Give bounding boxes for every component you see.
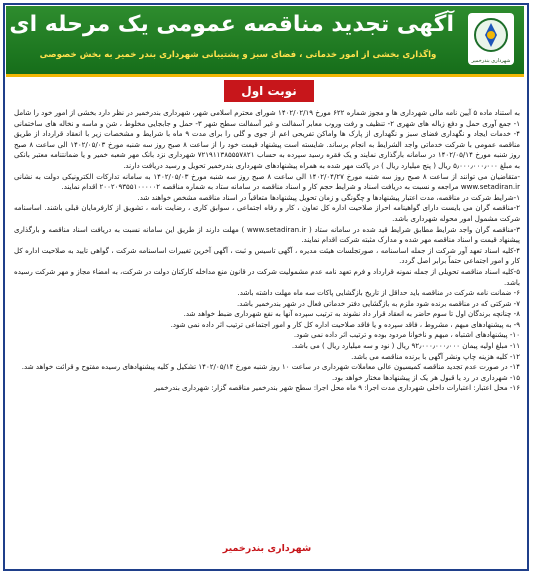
clause-1: ۱-شرایط شرکت در مناقصه، مدت اعتبار پیشنهادها و چگونگی و زمان تحویل پیشنهادها متعاقباً در اسناد مناقصه مشخص خواهند شد. [137, 192, 520, 202]
clause-access: -متقاضیان می توانند از ساعت ۸ صبح روز سه شنبه مورخ ۱۴۰۲/۰۴/۲۷ الی ساعت ۸ صبح روز سه شنبه مورخ ۱۴۰۲/۰۵/۰۳ به سامانه تدارکات الکترونیکی دولت به نشانی www.setadiran.ir مراجعه و نسبت به دریافت اسناد و شرایط حجم کار و اسناد مناقصه در سامانه ستاد به شماره مناقصه ۲۰۰۲۰۹۳۵۵۱۰۰۰۰۰۲ اقدام نمایند. [14, 171, 521, 192]
clause-11: ۱۱- مبلغ اولیه پیمان ۹۲٫۰۰۰٫۰۰۰٫۰۰۰ ریال ( نود و سه میلیارد ریال ) می باشد. [291, 341, 520, 351]
clause-9: ۹- به پیشنهادهای مبهم ، مشروط ، فاقد سپرده و یا فاقد صلاحیت اداره کل کار و امور اجتماعی ترتیب اثر داده نمی شود. [170, 319, 520, 329]
emblem-icon [473, 17, 509, 53]
notice-subtitle: واگذاری بخشی از امور خدماتی ، فضای سبز و پشتیبانی شهرداری بندر خمیر به بخش خصوصی [39, 50, 437, 60]
round-badge: نوبت اول [224, 80, 314, 102]
clause-15: ۱۵- شهرداری در رد یا قبول هر یک از پیشنهادها مختار خواهد بود. [332, 372, 520, 382]
notice-body [14, 108, 520, 394]
clause-4: ۴-کلیه اسناد تعهد آور شرکت از جمله اساسنامه ، صورتجلسات هیئت مدیره ، آگهی تاسیس و ثبت ، آگهی آخرین تغییرات اساسنامه شرکت ، گواهی تایید به صلاحیت اداره کل کار و امور اجتماعی حتماً برابر اصل گردد. [14, 245, 520, 266]
clause-5: ۵-کلیه اسناد مناقصه تحویلی از جمله نمونه قرارداد و فرم تعهد نامه عدم مشمولیت شرکت در قانون منع مداخله کارکنان دولت در شرکت، به امضاء مجاز و مهر شرکت رسیده باشد. [14, 266, 520, 287]
notice-title: آگهی تجدید مناقصه عمومی یک مرحله ای [9, 12, 454, 37]
footer-signature: شهرداری بندرخمیر [222, 543, 312, 554]
logo-caption: شهرداری بندرخمیر [471, 58, 511, 64]
clause-14: ۱۴- در صورت عدم تجدید مناقصه کمیسیون عالی معاملات شهرداری در ساعت ۱۰ روز شنبه مورخ ۱۴۰۲/۰۵/۱۴ تشکیل و کلیه پیشنهادهای رسیده مفتوح و قرائت خواهد شد. [21, 362, 520, 372]
clause-10: ۱۰- پیشنهادهای اشتباه ، مبهم و ناخوانا مردود بوده و ترتیب اثر داده نمی شود. [293, 330, 520, 340]
clause-12: ۱۲- کلیه هزینه چاپ ونشر آگهی با برنده مناقصه می باشد. [351, 351, 520, 361]
clause-6: ۶- ضمانت نامه شرکت در مناقصه باید حداقل از تاریخ بازگشایی پاکات سه ماه مهلت داشته باشد. [237, 288, 520, 298]
clause-7: ۷- شرکتی که در مناقصه برنده شود ملزم به بازگشایی دفتر خدماتی فعال در شهر بندرخمیر باشد. [237, 298, 520, 308]
clause-16: ۱۶- محل اعتبار: اعتبارات داخلی شهرداری مدت اجرا: ۹ ماه محل اجرا: سطح شهر بندرخمیر مناقصه گزار: شهرداری بندرخمیر [154, 383, 520, 393]
municipality-logo [468, 13, 514, 65]
clause-2: ۲-مناقصه گران می بایست دارای گواهینامه احراز صلاحیت اداره کل تعاون ، کار و رفاه اجتماعی ، سوابق کاری ، رضایت نامه ، تشویق از کارفرمایان قبلی باشند. اساسنامه شرکت مشمول امور محوله شهرداری باشد. [14, 203, 520, 223]
clause-8: ۸- چنانچه برندگان اول تا سوم حاضر به انعقاد قرار داد نشوند به ترتیب سپرده آنها به نفع شهرداری ضبط خواهد شد. [183, 309, 520, 319]
intro-paragraph: به استناد ماده ۵ آیین نامه مالی شهرداری ها و مجوز شماره ۶۲۲ مورخ ۱۴۰۲/۰۲/۱۹ شورای محترم اسلامی شهر، شهرداری بندرخمیر در نظر دارد بخشی از امور خود را شامل ۱- جمع آوری حمل و دفع زباله های شهری ۲- تنظیف و رفت وروب معابر آسفالت و غیر آسفالت سطح شهر ۳- حمل و جابجایی مخلوط ، شن و ماسه و نخاله های ساختمانی ۴- خدمات ایجاد و نگهداری فضای سبز و نگهداری از پارک ها واماکن تفریحی اعم از جوی و گلی را برای مدت ۹ ماه با شرایط و مشخصات زیر با انعقاد قرارداد از طریق مناقصه عمومی با شرکت خدماتی واجد الشرایط به انجام برساند. شایسته است پیشنهاد قیمت خود را از ساعت ۸ صبح روز سه شنبه مورخ ۱۴۰۲/۰۵/۰۳ الی ساعت ۸ صبح روز شنبه مورخ ۱۴۰۲/۰۵/۱۴ در سامانه بارگذاری نمایند و یک فقره رسید سپرده به حساب ۷۲۱۹۱۱۳۸۵۵۵۷۸۲۱ شهرداری نزد بانک مهر شعبه خمیر و یا ضمانتنامه معتبر بانکی به مبلغ ۵٫۰۰۰٫۰۰۰٫۰۰۰ ریال ( پنج میلیارد ریال ) در پاکت مهر شده به همراه پیشنهادهای شهرداری بندرخمیر تحویل و رسید دریافت دارند. [14, 108, 521, 170]
notice-header [6, 6, 524, 77]
clause-3: ۳-مناقصه گران واجد شرایط مطابق شرایط قید شده در سامانه ستاد ( www.setadiran.ir ) مهلت دارند از طریق این سامانه نسبت به دریافت اسناد مناقصه و بارگذاری پیشنهاد قیمت و اسناد مناقصه مهر شده و مدارک مثبته شرکت اقدام نمایند. [14, 224, 520, 245]
